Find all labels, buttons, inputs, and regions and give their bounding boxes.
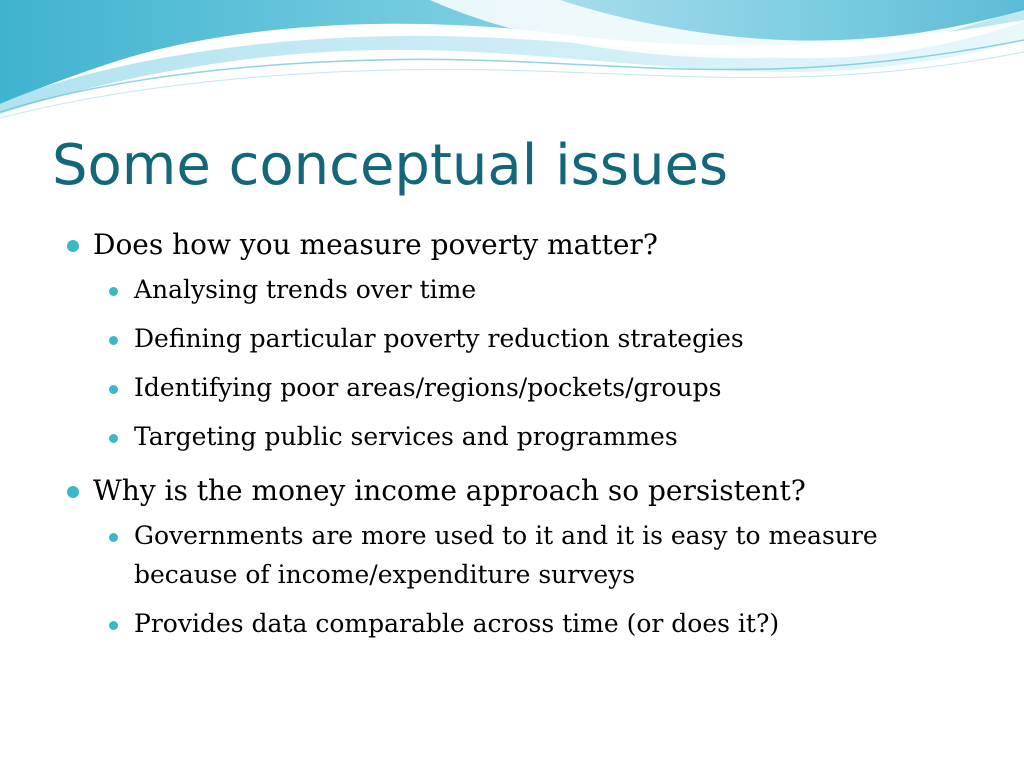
bullet-dot-icon xyxy=(67,240,79,252)
sub-bullet-text: Provides data comparable across time (or does it?) xyxy=(134,609,780,638)
sub-bullet-text: Identifying poor areas/regions/pockets/groups xyxy=(134,373,722,402)
sub-bullet-item xyxy=(93,516,984,604)
sub-bullet-item xyxy=(93,270,984,319)
sub-bullet-dot-icon xyxy=(109,434,118,443)
sub-bullet-item xyxy=(93,368,984,417)
sub-bullet-list xyxy=(93,516,984,653)
decorative-wave-banner xyxy=(0,0,1024,130)
bullet-dot-icon xyxy=(67,486,79,498)
bullet-item xyxy=(64,466,984,653)
sub-bullet-item xyxy=(93,417,984,466)
slide-title: Some conceptual issues xyxy=(52,133,729,198)
bullet-item xyxy=(64,220,984,466)
slide-body xyxy=(64,220,984,653)
sub-bullet-dot-icon xyxy=(109,385,118,394)
sub-bullet-text: Analysing trends over time xyxy=(134,275,477,304)
sub-bullet-dot-icon xyxy=(109,336,118,345)
sub-bullet-list xyxy=(93,270,984,466)
sub-bullet-text: Targeting public services and programmes xyxy=(134,422,678,451)
sub-bullet-dot-icon xyxy=(109,533,118,542)
bullet-list xyxy=(64,220,984,653)
sub-bullet-item xyxy=(93,604,984,653)
sub-bullet-dot-icon xyxy=(109,287,118,296)
bullet-text: Does how you measure poverty matter? xyxy=(93,228,658,261)
sub-bullet-text: Governments are more used to it and it is easy to measure because of income/expenditure surveys xyxy=(134,521,878,589)
sub-bullet-dot-icon xyxy=(109,621,118,630)
bullet-text: Why is the money income approach so persistent? xyxy=(93,474,806,507)
sub-bullet-text: Defining particular poverty reduction strategies xyxy=(134,324,744,353)
sub-bullet-item xyxy=(93,319,984,368)
